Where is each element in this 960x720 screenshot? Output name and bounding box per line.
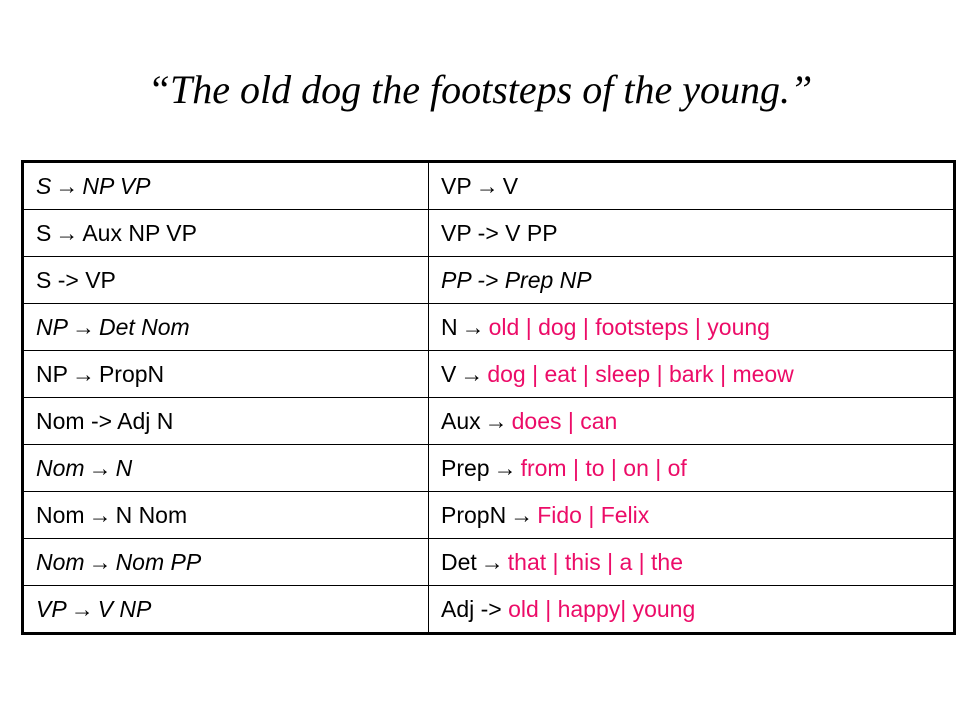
rule-rhs: from | to | on | of [520, 454, 687, 481]
rule-rhs: V [502, 172, 519, 199]
rule-lhs: Nom -> Adj N [36, 407, 174, 434]
rule-cell-left [23, 586, 429, 634]
rule-cell-left [23, 162, 429, 210]
rule-rhs: old | happy| young [508, 595, 696, 622]
rule-rhs: V NP [97, 595, 152, 622]
right-arrow-icon: → [55, 172, 79, 199]
rule-lhs: NP [36, 313, 68, 340]
rule-lhs: S [36, 172, 52, 199]
right-arrow-icon: → [70, 595, 94, 622]
rule-cell-left [23, 351, 429, 398]
right-arrow-icon: → [71, 360, 95, 387]
rule-rhs: Det Nom [98, 313, 190, 340]
rule-cell-right [429, 210, 955, 257]
rule-lhs: Det [441, 548, 477, 575]
rule-rhs: old | dog | footsteps | young [488, 313, 770, 340]
rule-lhs: Nom [36, 454, 85, 481]
rule-rhs: Aux NP VP [82, 219, 197, 246]
table-row [23, 398, 955, 445]
table-row [23, 445, 955, 492]
rule-rhs: N [115, 454, 133, 481]
rule-cell-right [429, 351, 955, 398]
slide-title: “The old dog the footsteps of the young.” [147, 67, 813, 112]
rule-rhs: N Nom [115, 501, 188, 528]
right-arrow-icon: → [475, 172, 499, 199]
right-arrow-icon: → [88, 454, 112, 481]
rule-lhs: Adj -> [441, 595, 502, 622]
table-row [23, 210, 955, 257]
right-arrow-icon: → [460, 360, 484, 387]
rule-lhs: VP -> V PP [441, 219, 558, 246]
rule-rhs: dog | eat | sleep | bark | meow [487, 360, 794, 387]
right-arrow-icon: → [88, 548, 112, 575]
table-row [23, 162, 955, 210]
rule-cell-right [429, 586, 955, 634]
rule-cell-left [23, 398, 429, 445]
right-arrow-icon: → [493, 454, 517, 481]
rule-lhs: NP [36, 360, 68, 387]
rule-cell-right [429, 162, 955, 210]
table-row [23, 586, 955, 634]
rule-cell-left [23, 492, 429, 539]
right-arrow-icon: → [88, 501, 112, 528]
rule-lhs: PropN [441, 501, 507, 528]
rule-cell-right [429, 257, 955, 304]
rule-lhs: Prep [441, 454, 490, 481]
rule-cell-right [429, 304, 955, 351]
rule-lhs: VP [441, 172, 472, 199]
table-row [23, 492, 955, 539]
right-arrow-icon: → [55, 219, 79, 246]
rule-rhs: Nom PP [115, 548, 202, 575]
rule-lhs: Aux [441, 407, 481, 434]
right-arrow-icon: → [461, 313, 485, 340]
rule-lhs: Nom [36, 548, 85, 575]
rule-rhs: Fido | Felix [537, 501, 650, 528]
rule-cell-right [429, 398, 955, 445]
table-row [23, 304, 955, 351]
rule-cell-left [23, 210, 429, 257]
rule-cell-left [23, 257, 429, 304]
rule-rhs: does | can [511, 407, 618, 434]
rule-cell-left [23, 304, 429, 351]
rule-lhs: V [441, 360, 457, 387]
rule-cell-left [23, 539, 429, 586]
rule-cell-right [429, 492, 955, 539]
right-arrow-icon: → [480, 548, 504, 575]
rule-lhs: N [441, 313, 458, 340]
table-row [23, 539, 955, 586]
right-arrow-icon: → [510, 501, 534, 528]
right-arrow-icon: → [71, 313, 95, 340]
rule-lhs: VP [36, 595, 67, 622]
table-row [23, 351, 955, 398]
rule-cell-left [23, 445, 429, 492]
rule-rhs: that | this | a | the [507, 548, 683, 575]
grammar-rules-table [21, 160, 956, 635]
rule-rhs: NP VP [82, 172, 151, 199]
rule-cell-right [429, 539, 955, 586]
rule-cell-right [429, 445, 955, 492]
table-row [23, 257, 955, 304]
right-arrow-icon: → [484, 407, 508, 434]
grammar-rules-body [23, 162, 955, 634]
rule-rhs: PropN [98, 360, 165, 387]
rule-lhs: PP -> Prep NP [441, 266, 592, 293]
rule-lhs: S [36, 219, 52, 246]
rule-lhs: S -> VP [36, 266, 116, 293]
rule-lhs: Nom [36, 501, 85, 528]
